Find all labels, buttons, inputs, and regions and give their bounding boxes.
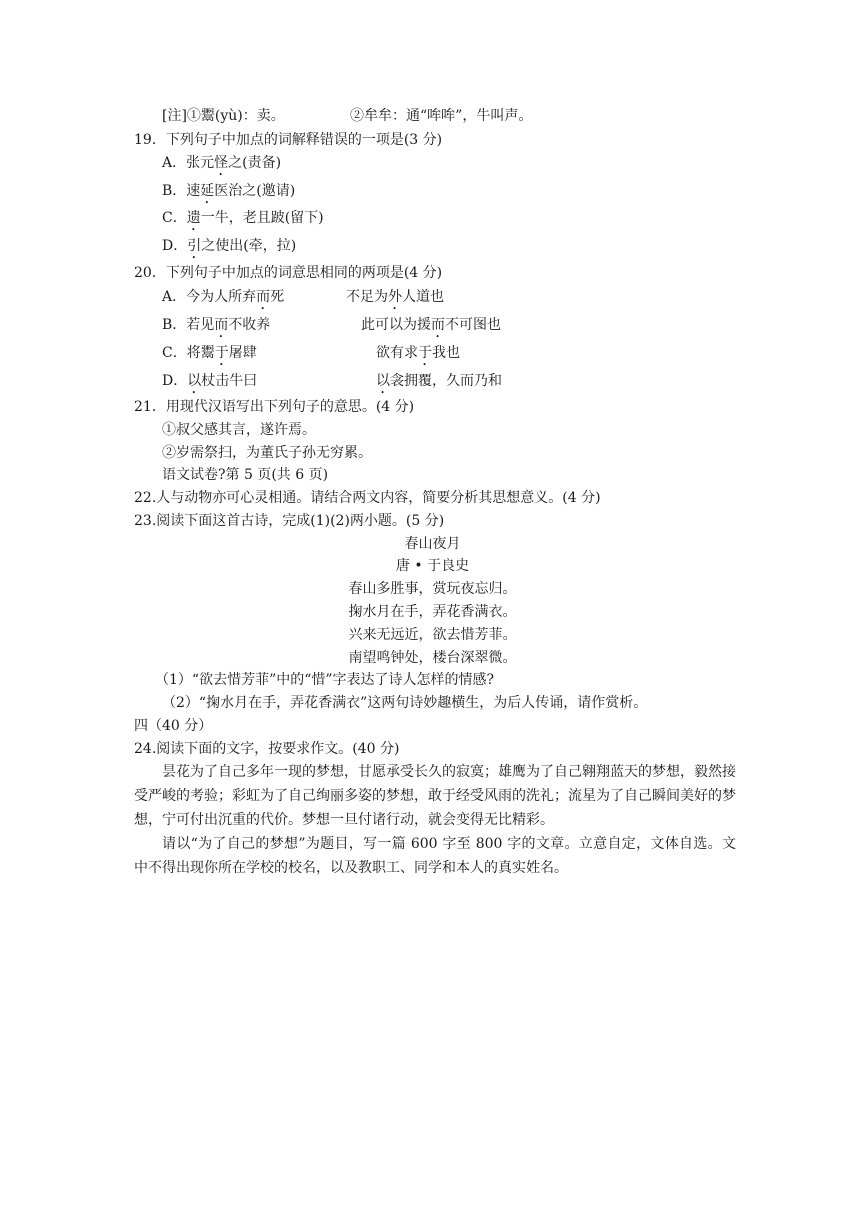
q20-option-b-left: B．若见而不收养: [162, 317, 271, 333]
poem-line: 兴来无远近，欲去惜芳菲。: [348, 627, 517, 643]
question-23-stem: 23.阅读下面这首古诗，完成(1)(2)两小题。(5 分): [134, 513, 445, 529]
question-20-stem: 20．下列句子中加点的词意思相同的两项是(4 分): [134, 265, 443, 281]
poem-line: 南望鸣钟处，楼台深翠微。: [348, 650, 517, 666]
question-21-stem: 21．用现代汉语写出下列句子的意思。(4 分): [134, 399, 415, 415]
note-part-1: [注]①鬻(yù)：卖。: [162, 108, 285, 124]
q19-option-b: B．速延医治之(邀请): [162, 183, 296, 199]
essay-prompt-paragraph: 昙花为了自己多年一现的梦想，甘愿承受长久的寂寞；雄鹰为了自己翱翔蓝天的梦想，毅然接受严峻的考验；彩虹为了自己绚丽多姿的梦想，敢于经受风雨的洗礼；流星为了自己瞬间美好的梦想，宁可付出沉重的代价。梦想一旦付诸行动，就会变得无比精彩。: [134, 764, 736, 828]
q23-subquestion-1: （1）“欲去惜芳菲”中的“惜”字表达了诗人怎样的情感?: [155, 672, 495, 688]
page-marker: 语文试卷?第 5 页(共 6 页): [162, 467, 329, 483]
essay-requirements-paragraph: 请以“为了自己的梦想”为题目，写一篇 600 字至 800 字的文章。立意自定，文体自选。文中不得出现你所在学校的校名，以及教职工、同学和本人的真实姓名。: [134, 836, 736, 876]
annotation-note: [162, 106, 532, 126]
q20-option-d-right: 以衾拥覆，久而乃和: [376, 373, 502, 389]
q20-option-a-right: 不足为外人道也: [346, 289, 444, 305]
note-part-2: ②牟牟：通“哞哞”，牛叫声。: [350, 108, 533, 124]
q21-sentence-1: ①叔父感其言，遂许焉。: [162, 422, 316, 438]
q19-option-a: A．张元怪之(责备): [162, 155, 282, 171]
q20-option-c-right: 欲有求于我也: [376, 345, 460, 361]
poem-line: 掬水月在手，弄花香满衣。: [348, 604, 517, 620]
q19-option-d: D．引之使出(牵，拉): [162, 238, 297, 254]
q23-subquestion-2: （2）“掬水月在手，弄花香满衣”这两句诗妙趣横生，为后人传诵，请作赏析。: [162, 695, 648, 711]
q20-option-c-left: C．将鬻于屠肆: [162, 345, 257, 361]
poem-line: 春山多胜事，赏玩夜忘归。: [348, 581, 517, 597]
q20-option-a-left: A．今为人所弃而死: [162, 289, 285, 305]
question-24-stem: 24.阅读下面的文字，按要求作文。(40 分): [134, 741, 400, 757]
q20-option-d-left: D．以杖击牛曰: [162, 373, 258, 389]
question-22: 22.人与动物亦可心灵相通。请结合两文内容，简要分析其思想意义。(4 分): [134, 490, 601, 506]
section-4-heading: 四（40 分）: [134, 718, 213, 734]
q20-option-b-right: 此可以为援而不可图也: [361, 317, 501, 333]
poem-author: 唐 • 于良史: [395, 558, 470, 574]
poem-title: 春山夜月: [404, 536, 461, 552]
q19-option-c: C．遗一牛，老且跛(留下): [162, 210, 324, 226]
q21-sentence-2: ②岁需祭扫，为董氏子孙无穷累。: [162, 445, 372, 461]
question-19-stem: 19．下列句子中加点的词解释错误的一项是(3 分): [134, 132, 443, 148]
